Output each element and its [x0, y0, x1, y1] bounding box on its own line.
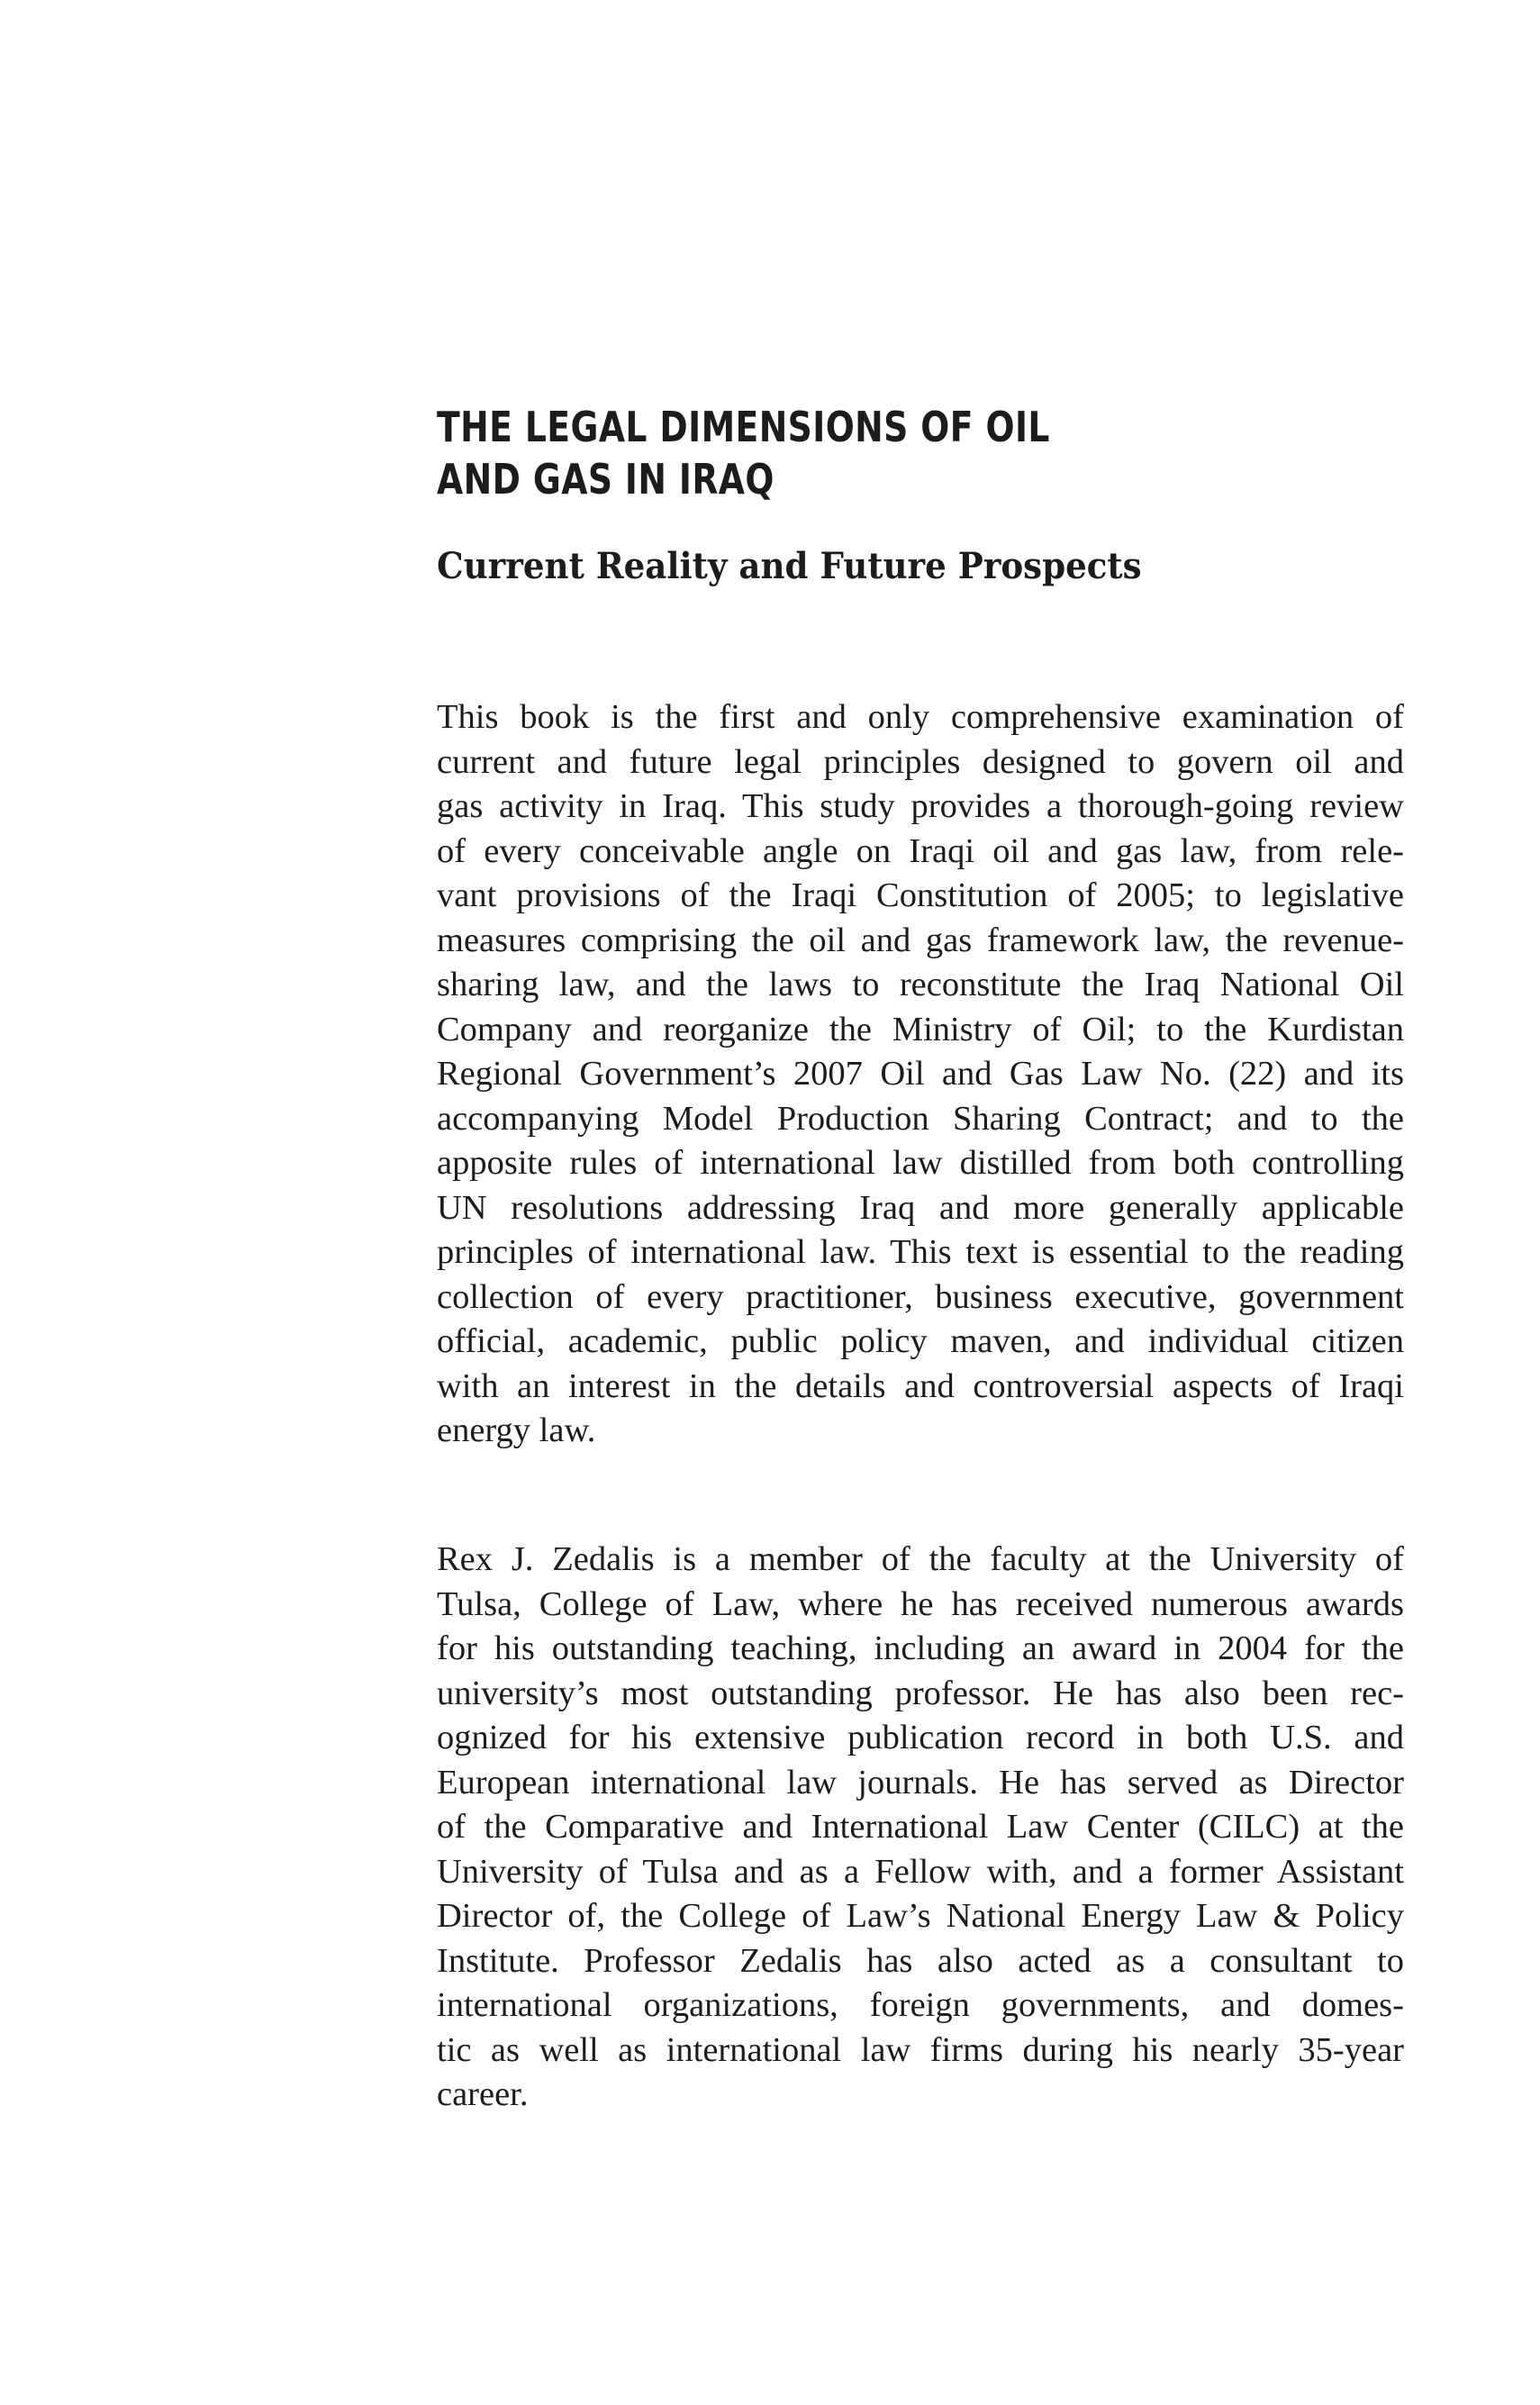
description-line: This book is the first and only comprehensive examination of: [437, 698, 1404, 736]
description-line: Regional Government’s 2007 Oil and Gas Law No. (22) and its: [437, 1055, 1404, 1093]
author-bio-line: Institute. Professor Zedalis has also acted as a consultant to: [437, 1941, 1404, 1980]
description-line: collection of every practitioner, business executive, government: [437, 1277, 1404, 1316]
description-line: principles of international law. This text is essential to the reading: [437, 1233, 1404, 1271]
description-line: measures comprising the oil and gas framework law, the revenue-: [437, 921, 1404, 959]
description-line: UN resolutions addressing Iraq and more generally applicable: [437, 1188, 1404, 1227]
author-bio-line: for his outstanding teaching, including an award in 2004 for the: [437, 1629, 1404, 1667]
description-line: energy law.: [437, 1411, 596, 1449]
book-title-line: AND GAS IN IRAQ: [437, 455, 775, 504]
description-line: sharing law, and the laws to reconstitute the Iraq National Oil: [437, 966, 1404, 1003]
author-bio-line: ognized for his extensive publication record in both U.S. and: [437, 1719, 1404, 1756]
author-bio-line: career.: [437, 2075, 529, 2113]
description-line: with an interest in the details and controversial aspects of Iraqi: [437, 1366, 1404, 1405]
author-bio: [437, 1538, 1404, 2118]
description-line: official, academic, public policy maven, and individual citizen: [437, 1322, 1404, 1360]
description-line: Company and reorganize the Ministry of Oil; to the Kurdistan: [437, 1010, 1404, 1048]
description-line: current and future legal principles designed to govern oil and: [437, 742, 1404, 781]
author-bio-line: University of Tulsa and as a Fellow with, and a former Assistant: [437, 1852, 1404, 1891]
author-bio-line: tic as well as international law firms during his nearly 35-year: [437, 2030, 1404, 2069]
author-bio-line: international organizations, foreign governments, and domes-: [437, 1986, 1404, 2024]
author-bio-line: university’s most outstanding professor. He has also been rec-: [437, 1674, 1404, 1712]
description-line: of every conceivable angle on Iraqi oil and gas law, from rele-: [437, 831, 1404, 870]
author-bio-line: of the Comparative and International Law Center (CILC) at the: [437, 1808, 1404, 1846]
description-line: gas activity in Iraq. This study provides a thorough-going review: [437, 787, 1404, 825]
book-description: [437, 695, 1404, 1454]
author-bio-line: European international law journals. He has served as Director: [437, 1763, 1404, 1801]
description-line: accompanying Model Production Sharing Contract; and to the: [437, 1099, 1404, 1138]
description-line: vant provisions of the Iraqi Constitution of 2005; to legislative: [437, 876, 1404, 914]
book-title-line: THE LEGAL DIMENSIONS OF OIL: [437, 403, 1050, 451]
description-line: apposite rules of international law distilled from both controlling: [437, 1144, 1404, 1182]
book-title: [437, 401, 1249, 505]
author-bio-line: Tulsa, College of Law, where he has received numerous awards: [437, 1584, 1404, 1623]
book-subtitle: Current Reality and Future Prospects: [437, 545, 1142, 587]
author-bio-line: Rex J. Zedalis is a member of the faculty at the University of: [437, 1540, 1404, 1578]
author-bio-line: Director of, the College of Law’s National Energy Law & Policy: [437, 1897, 1404, 1935]
